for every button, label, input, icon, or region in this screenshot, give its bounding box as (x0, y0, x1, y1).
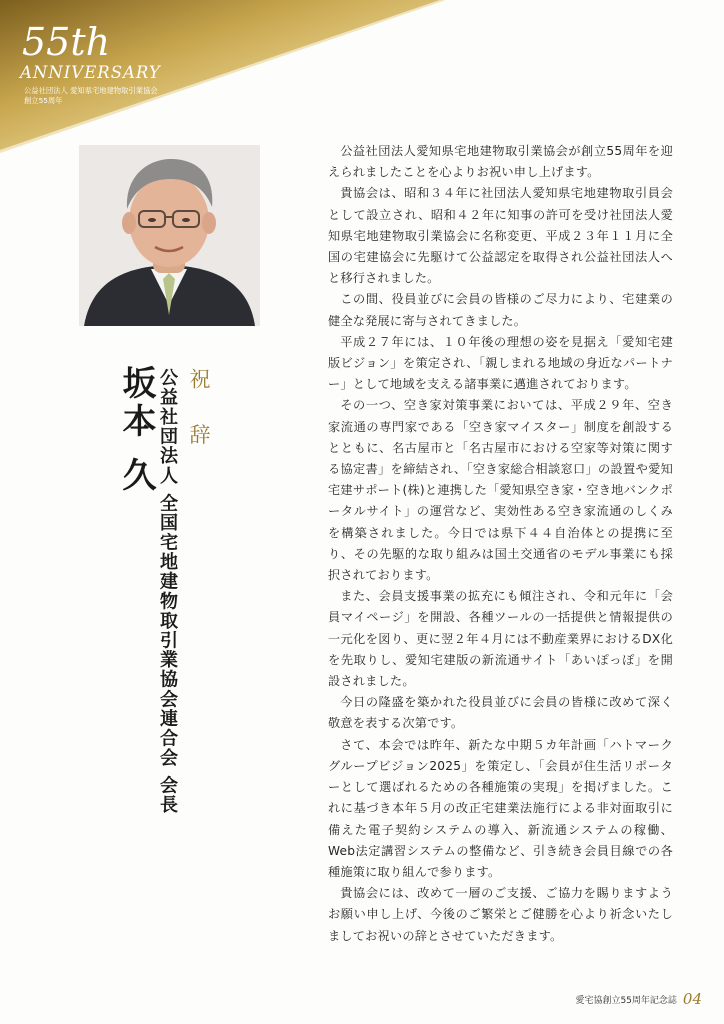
speaker-name: 坂本 久 (116, 365, 156, 495)
paragraph: 今日の隆盛を築かれた役員並びに会員の皆様に改めて深く敬意を表する次第です。 (328, 695, 673, 731)
paragraph: 貴協会には、改めて一層のご支援、ご協力を賜りますようお願い申し上げ、今後のご繁栄とご健勝を心より祈念いたしましてお祝いの辞とさせていただきます。 (328, 886, 673, 943)
anniversary-banner (0, 0, 724, 160)
anniversary-word: ANNIVERSARY (20, 63, 161, 82)
heading-title: 祝 辞 (187, 368, 211, 459)
portrait-illustration (79, 145, 260, 326)
portrait-photo (79, 145, 260, 326)
paragraph: さて、本会では昨年、新たな中期５カ年計画「ハトマークグループビジョン2025」を策定し、「会員が住生活リポーターとして選ばれるための各種施策の実現」を掲げました。これに基づき本年５月の改正宅建業法施行による非対面取引に備えた電子契約システムの導入、新流通システムの稼働、Web法定講習システムの整備など、引き続き会員目線での各種施策に取り組んで参ります。 (328, 737, 673, 879)
page-footer (575, 990, 702, 1008)
speaker-organization: 公益社団法人 全国宅地建物取引業協会連合会 会長 (157, 368, 178, 815)
message-body (328, 141, 673, 947)
paragraph: その一つ、空き家対策事業においては、平成２９年、空き家流通の専門家である「空き家マイスター」制度を創設するとともに、名古屋市と「名古屋市における空家等対策に関する協定書」を締結され、「空き家総合相談窓口」の設置や愛知宅建サポート(株)と連携した「愛知県空き家・空き地バンクポータルサイト」の運営など、実効性ある空き家流通のしくみを構築されました。今日では県下４４自治体との提携に至り、その先駆的な取り組みは国土交通省のモデル事業にも採択されております。 (328, 398, 673, 583)
paragraph: 平成２７年には、１０年後の理想の姿を見据え「愛知宅建版ビジョン」を策定され、「親しまれる地域の身近なパートナー」として地域を支える諸事業に邁進されております。 (328, 334, 673, 392)
banner-organization: 公益社団法人 愛知県宅地建物取引業協会 (24, 86, 158, 95)
page-number: 04 (682, 990, 702, 1008)
banner-subtitle: 創立55周年 (24, 96, 63, 105)
paragraph: 公益社団法人愛知県宅地建物取引業協会が創立55周年を迎えられましたことを心よりお祝い申し上げます。 (328, 144, 673, 180)
anniversary-number: 55th (22, 20, 111, 64)
paragraph: また、会員支援事業の拡充にも傾注され、令和元年に「会員マイページ」を開設、各種ツールの一括提供と情報提供の一元化を図り、更に翌２年４月には不動産業界におけるDX化を先取りし、愛知宅建版の新流通サイト「あいぽっぽ」を開設されました。 (328, 589, 673, 689)
paragraph: この間、役員並びに会員の皆様のご尽力により、宅建業の健全な発展に寄与されてきました。 (328, 292, 673, 328)
paragraph: 貴協会は、昭和３４年に社団法人愛知県宅地建物取引員会として設立され、昭和４２年に知事の許可を受け社団法人愛知県宅地建物取引業協会に名称変更、平成２３年１１月に全国の宅建協会に先駆けて公益認定を取得され公益社団法人へと移行されました。 (328, 186, 673, 286)
footer-label: 愛宅協創立55周年記念誌 (575, 996, 677, 1006)
